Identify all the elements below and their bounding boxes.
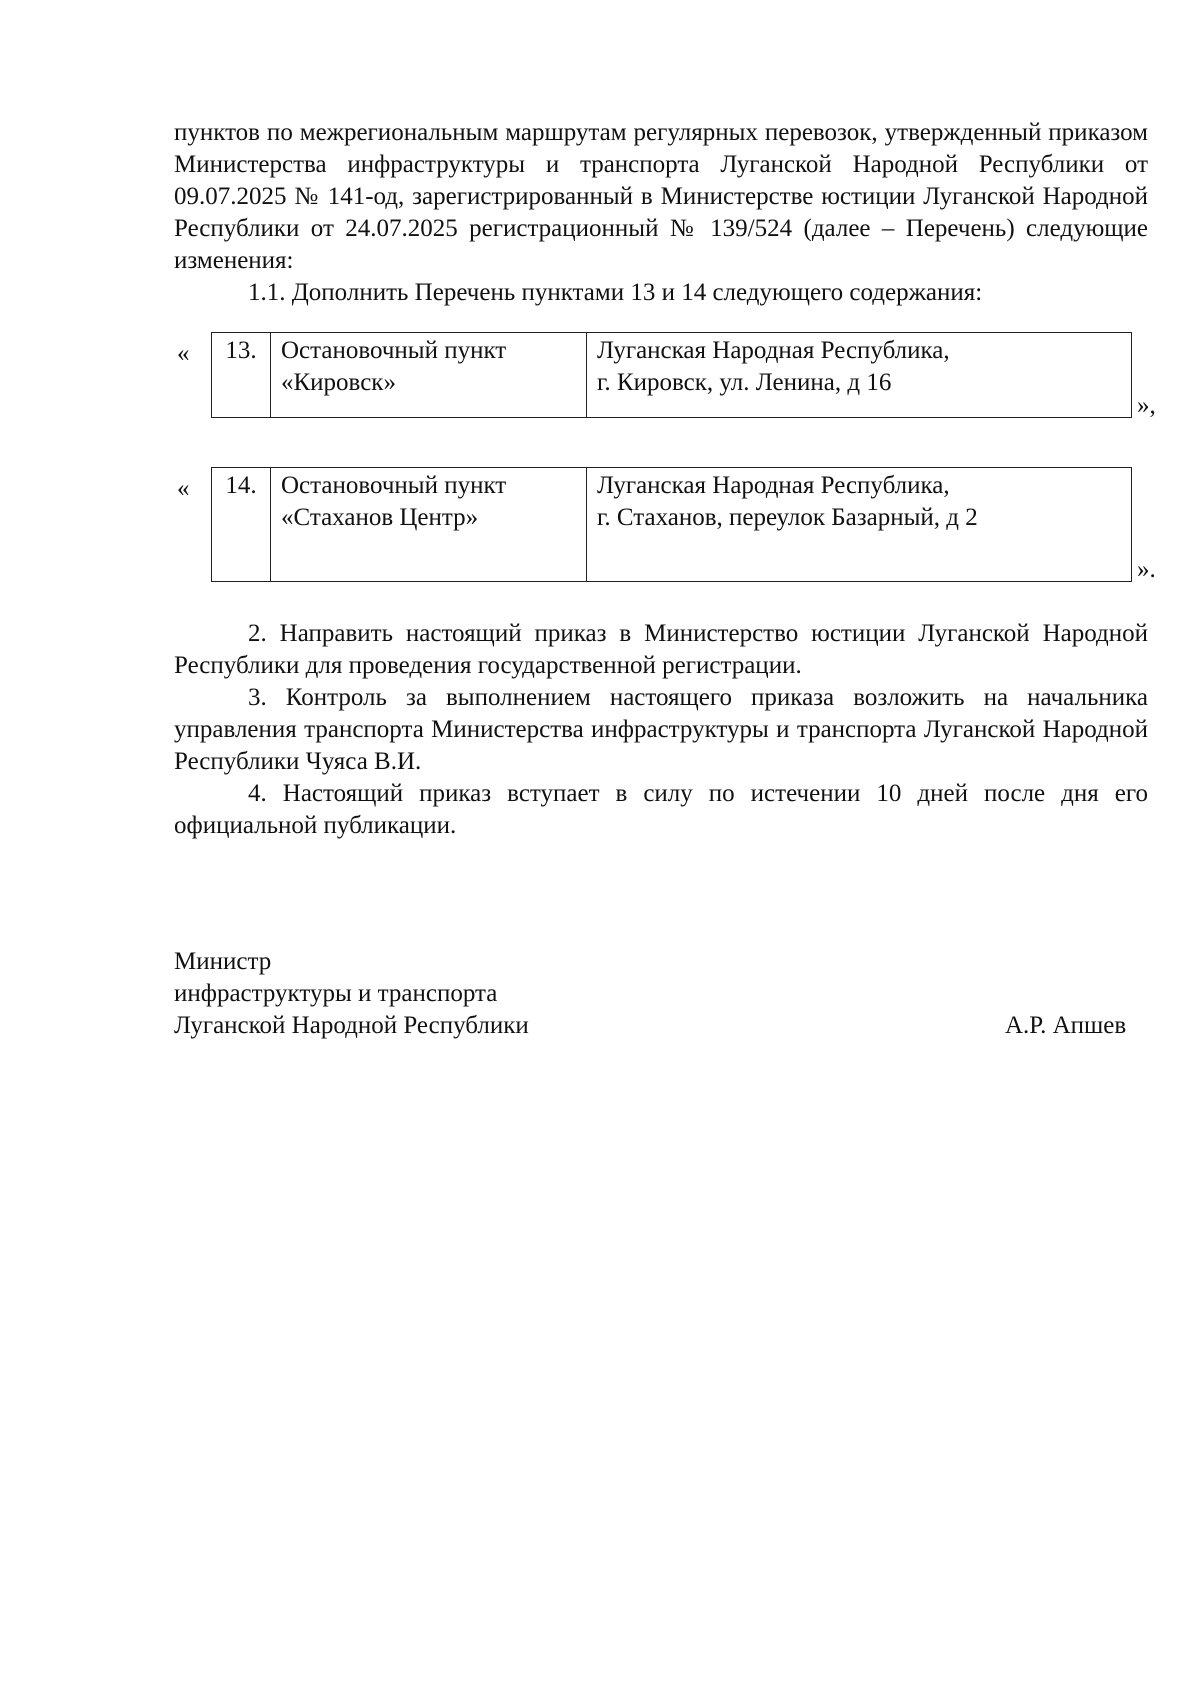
intro-paragraph: пунктов по межрегиональным маршрутам регулярных перевозок, утвержденный приказом Министерства инфраструктуры и транспорта Луганской Народной Республики от 09.07.2025 № 141-од, зарегистрированный в Министерстве юстиции Луганской Народной Республики от 24.07.2025 регистрационный № 139/524 (далее – Перечень) следующие изменения: <box>174 119 1148 274</box>
signature-title-line1: Министр <box>174 948 272 975</box>
signature-title-line2: инфраструктуры и транспорта <box>174 980 498 1007</box>
signature-title <box>174 946 529 1042</box>
entry-number: 14. <box>212 468 271 582</box>
address-region: Луганская Народная Республика, <box>597 472 950 499</box>
entry-14 <box>174 467 1174 587</box>
address-street: г. Стаханов, переулок Базарный, д 2 <box>597 504 978 531</box>
amend-point: 1.1. Дополнить Перечень пунктами 13 и 14 следующего содержания: <box>248 279 983 306</box>
table-row <box>212 333 1132 418</box>
address-region: Луганская Народная Республика, <box>597 337 950 364</box>
stop-name: «Кировск» <box>281 369 396 396</box>
entry-number: 13. <box>212 333 271 418</box>
clause-4: 4. Настоящий приказ вступает в силу по истечении 10 дней после дня его официальной публикации. <box>174 780 1148 839</box>
intro-section <box>174 117 1148 309</box>
stop-name-cell <box>271 468 587 582</box>
address-street: г. Кировск, ул. Ленина, д 16 <box>597 369 892 396</box>
clause-2: 2. Направить настоящий приказ в Министерство юстиции Луганской Народной Республики для проведения государственной регистрации. <box>174 620 1148 679</box>
open-quote: « <box>177 340 190 367</box>
stop-address-cell <box>587 468 1132 582</box>
entry-13 <box>174 332 1174 422</box>
stop-name: «Стаханов Центр» <box>281 504 479 531</box>
stop-name-cell <box>271 333 587 418</box>
close-quote: », <box>1137 392 1156 419</box>
stop-address-cell <box>587 333 1132 418</box>
table-row <box>212 468 1132 582</box>
clause-3: 3. Контроль за выполнением настоящего приказа возложить на начальника управления транспорта Министерства инфраструктуры и транспорта Луганской Народной Республики Чуяса В.И. <box>174 684 1148 775</box>
stop-type: Остановочный пункт <box>281 337 507 364</box>
entry-table <box>211 467 1132 582</box>
entry-table <box>211 332 1132 418</box>
signature-title-line3: Луганской Народной Республики <box>174 1012 529 1039</box>
close-quote: ». <box>1137 556 1156 583</box>
clauses-section <box>174 618 1148 842</box>
open-quote: « <box>177 475 190 502</box>
stop-type: Остановочный пункт <box>281 472 507 499</box>
signatory-name: А.Р. Апшев <box>1005 1012 1127 1039</box>
